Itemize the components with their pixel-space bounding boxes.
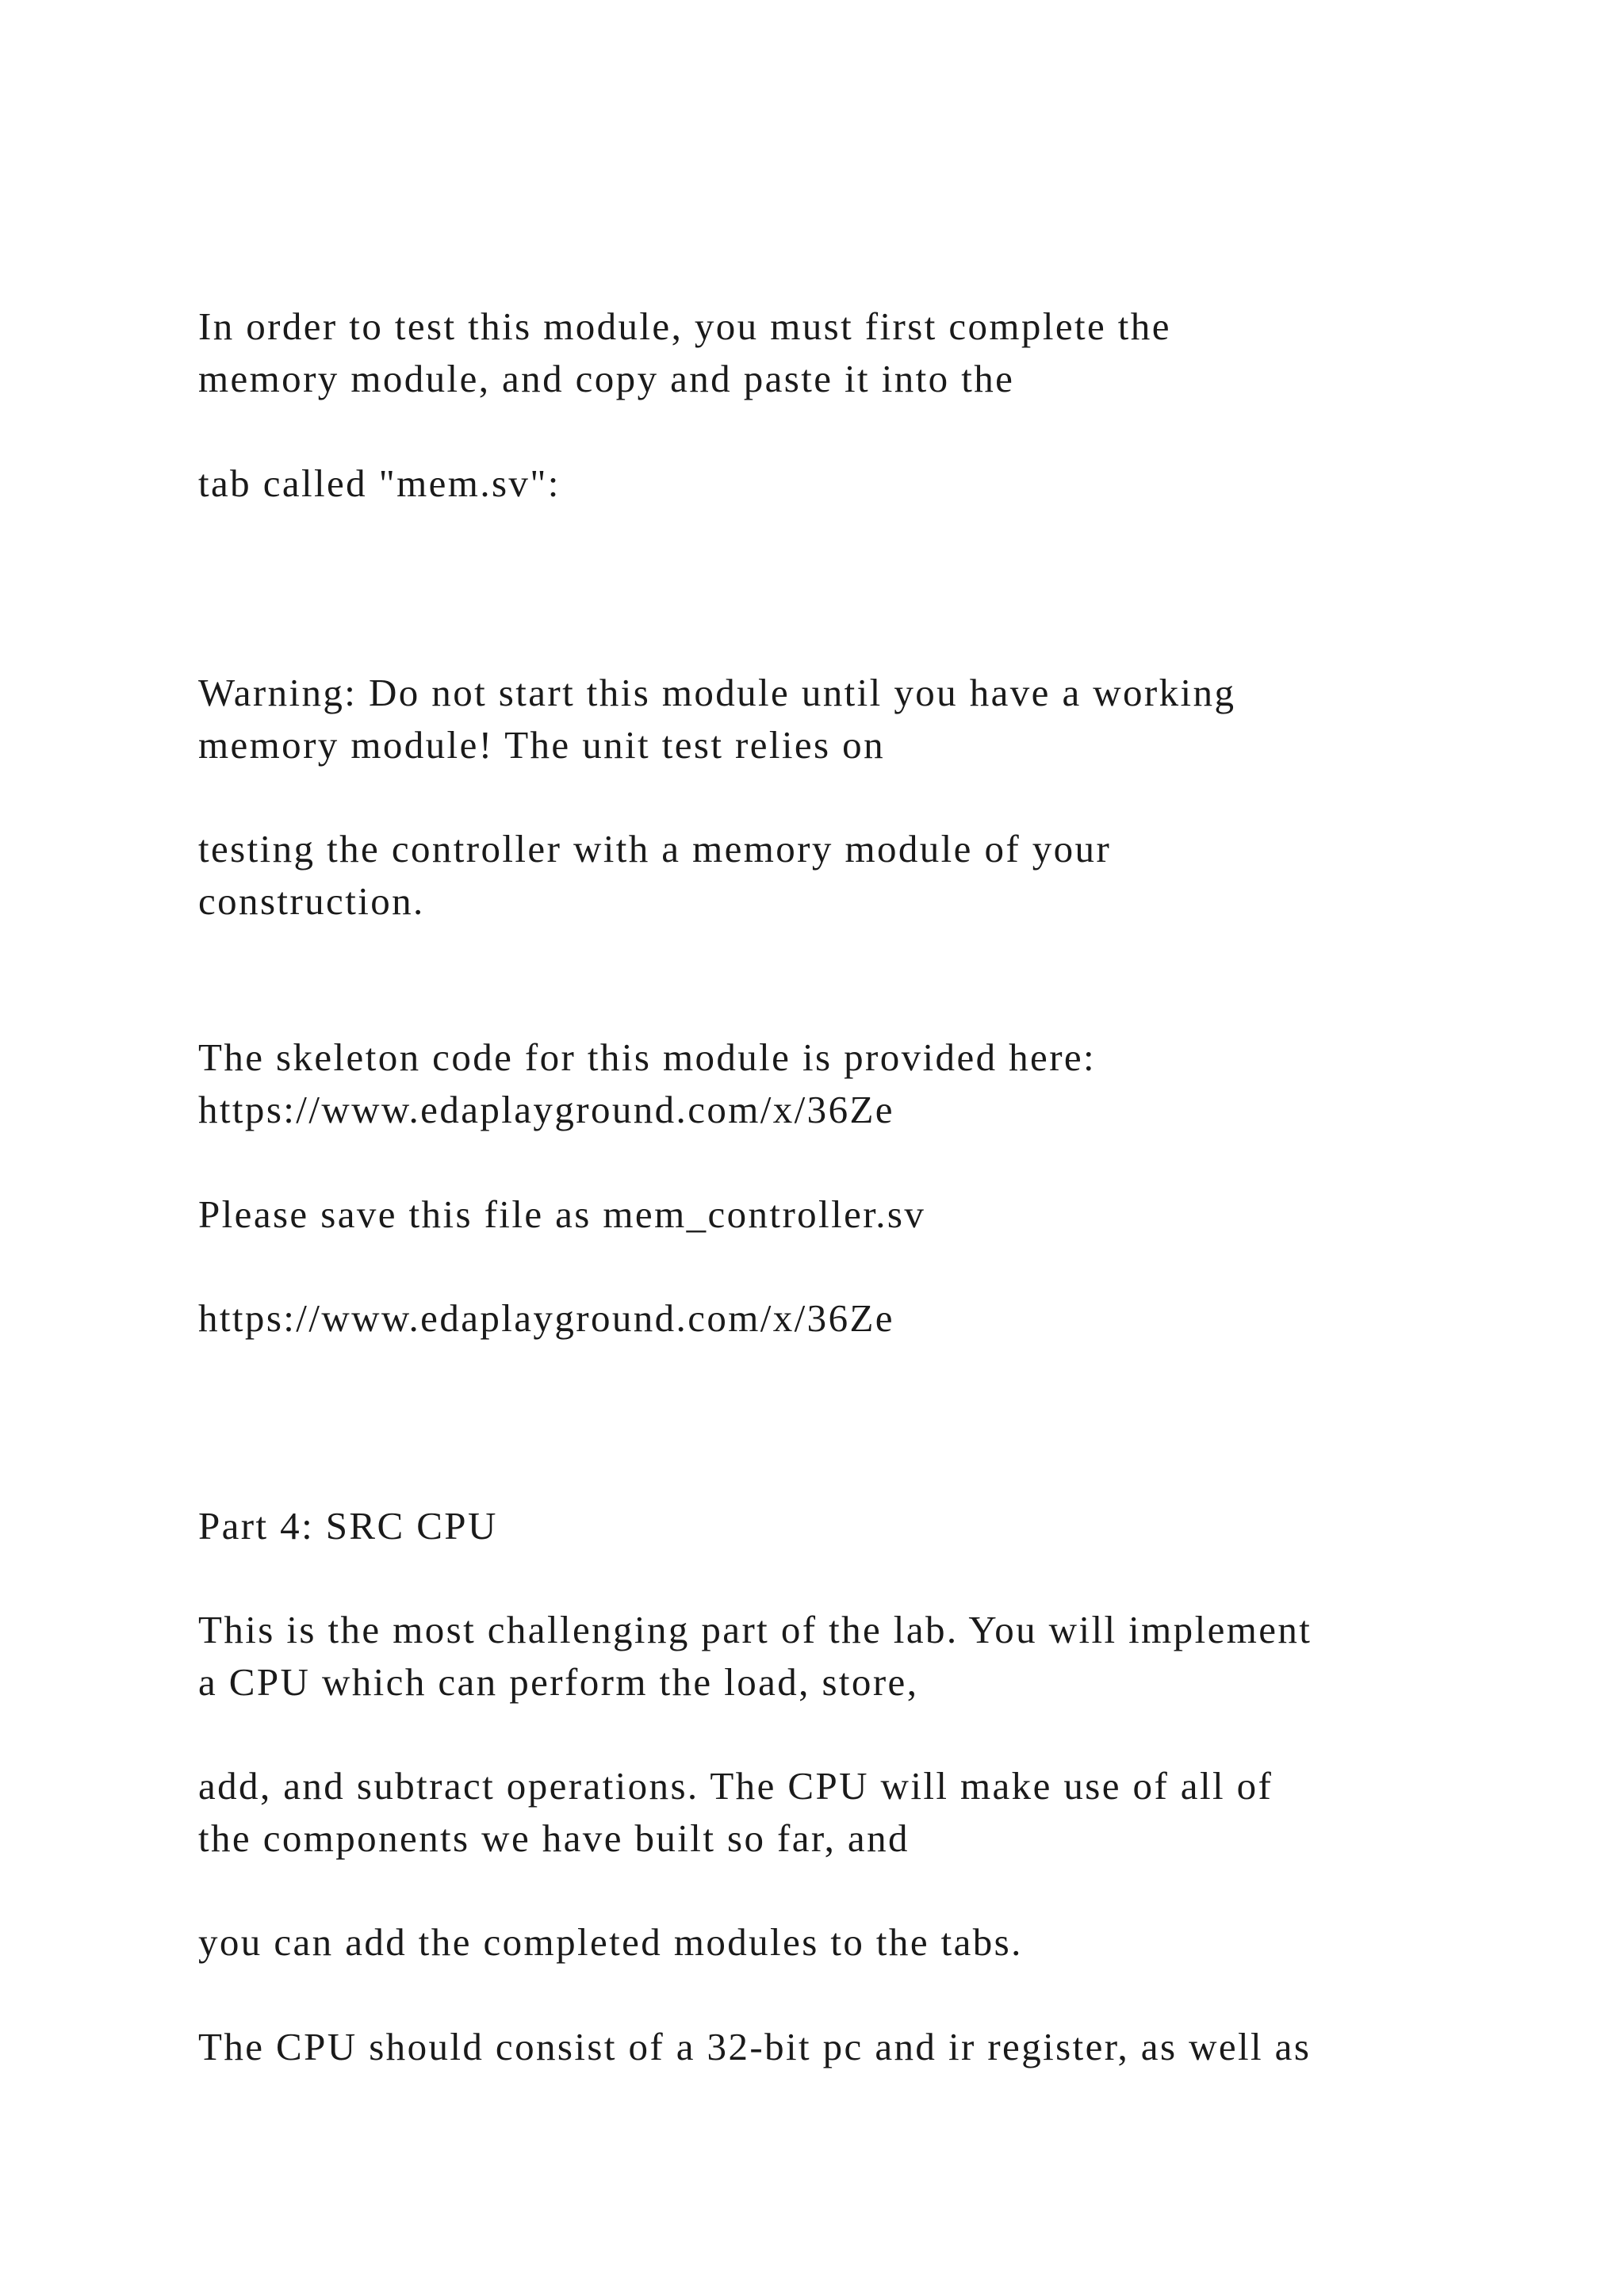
- section-heading-part-4: Part 4: SRC CPU: [198, 1504, 498, 1548]
- paragraph-save-file-line-1: Please save this file as mem_controller.sv: [198, 1192, 926, 1236]
- paragraph-operations-line-1: add, and subtract operations. The CPU will make use of all of: [198, 1764, 1274, 1808]
- paragraph-modules-line-1: you can add the completed modules to the tabs.: [198, 1920, 1023, 1964]
- paragraph-cpu-intro-line-1: This is the most challenging part of the lab. You will implement: [198, 1608, 1312, 1651]
- paragraph-warning-line-2: memory module! The unit test relies on: [198, 723, 885, 767]
- paragraph-testing-line-2: construction.: [198, 879, 425, 923]
- paragraph-skeleton-line-1: The skeleton code for this module is provided here:: [198, 1035, 1097, 1079]
- paragraph-warning-line-1: Warning: Do not start this module until you have a working: [198, 671, 1236, 714]
- paragraph-skeleton-url: https://www.edaplayground.com/x/36Ze: [198, 1088, 894, 1131]
- paragraph-intro-line-2: memory module, and copy and paste it into the: [198, 357, 1015, 400]
- paragraph-operations-line-2: the components we have built so far, and: [198, 1816, 910, 1860]
- paragraph-registers-line-1: The CPU should consist of a 32-bit pc and ir register, as well as: [198, 2025, 1312, 2068]
- paragraph-url-line-1: https://www.edaplayground.com/x/36Ze: [198, 1296, 894, 1340]
- paragraph-testing-line-1: testing the controller with a memory module of your: [198, 827, 1112, 871]
- paragraph-intro-line-1: In order to test this module, you must first complete the: [198, 304, 1171, 348]
- paragraph-tab-name-line-1: tab called "mem.sv":: [198, 461, 561, 505]
- paragraph-cpu-intro-line-2: a CPU which can perform the load, store,: [198, 1660, 919, 1704]
